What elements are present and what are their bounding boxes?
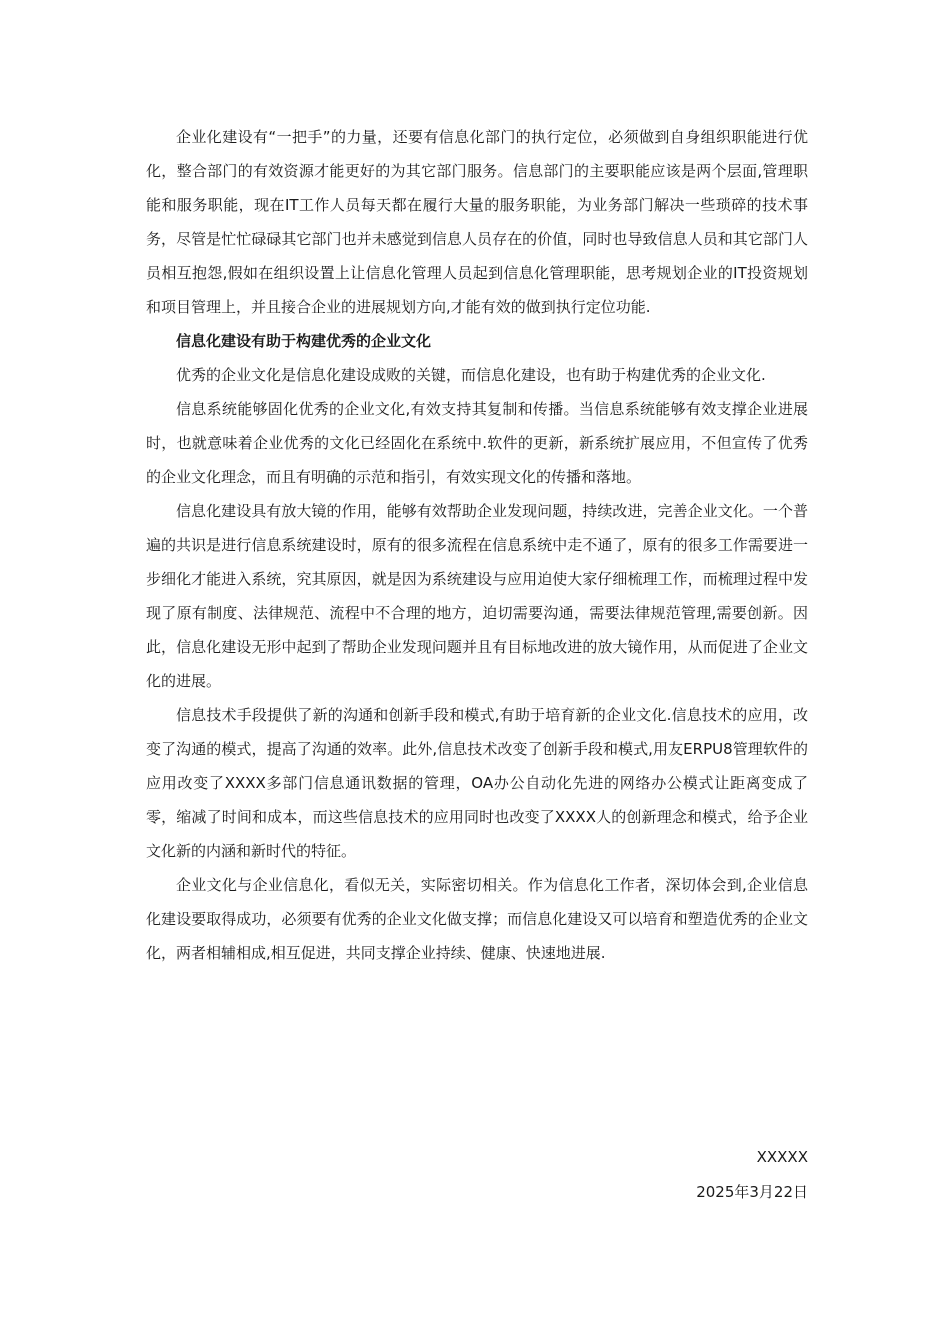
paragraph-conclusion: 企业文化与企业信息化，看似无关，实际密切相关。作为信息化工作者，深切体会到,企业信息化建设要取得成功，必须要有优秀的企业文化做支撑；而信息化建设又可以培育和塑造优秀的企业文化，两者相辅相成,相互促进，共同支撑企业持续、健康、快速地进展. xyxy=(146,876,808,962)
signature-name: XXXXX xyxy=(756,1148,808,1166)
paragraph-culture-key: 优秀的企业文化是信息化建设成败的关键，而信息化建设，也有助于构建优秀的企业文化. xyxy=(176,366,766,384)
paragraph-magnifier-effect: 信息化建设具有放大镜的作用，能够有效帮助企业发现问题，持续改进，完善企业文化。一个普遍的共识是进行信息系统建设时，原有的很多流程在信息系统中走不通了，原有的很多工作需要进一步细化才能进入系统，究其原因，就是因为系统建设与应用迫使大家仔细梳理工作，而梳理过程中发现了原有制度、法律规范、流程中不合理的地方，迫切需要沟通，需要法律规范管理,需要创新。因此，信息化建设无形中起到了帮助企业发现问题并且有目标地改进的放大镜作用，从而促进了企业文化的进展。 xyxy=(146,502,808,690)
paragraph-it-department-role: 企业化建设有“一把手”的力量，还要有信息化部门的执行定位，必须做到自身组织职能进行优化，整合部门的有效资源才能更好的为其它部门服务。信息部门的主要职能应该是两个层面,管理职能和服务职能，现在IT工作人员每天都在履行大量的服务职能，为业务部门解决一些琐碎的技术事务，尽管是忙忙碌碌其它部门也并未感觉到信息人员存在的价值，同时也导致信息人员和其它部门人员相互抱怨,假如在组织设置上让信息化管理人员起到信息化管理职能，思考规划企业的IT投资规划和项目管理上，并且接合企业的进展规划方向,才能有效的做到执行定位功能. xyxy=(146,128,808,316)
signature-date: 2025年3月22日 xyxy=(696,1183,808,1201)
paragraph-system-solidifies-culture: 信息系统能够固化优秀的企业文化,有效支持其复制和传播。当信息系统能够有效支撑企业进展时，也就意味着企业优秀的文化已经固化在系统中.软件的更新，新系统扩展应用，不但宣传了优秀的企业文化理念，而且有明确的示范和指引，有效实现文化的传播和落地。 xyxy=(146,400,808,486)
paragraph-new-communication-means: 信息技术手段提供了新的沟通和创新手段和模式,有助于培育新的企业文化.信息技术的应用，改变了沟通的模式，提高了沟通的效率。此外,信息技术改变了创新手段和模式,用友ERPU8管理软件的应用改变了XXXX多部门信息通讯数据的管理，OA办公自动化先进的网络办公模式让距离变成了零，缩减了时间和成本，而这些信息技术的应用同时也改变了XXXX人的创新理念和模式，给予企业文化新的内涵和新时代的特征。 xyxy=(146,706,808,860)
document-body xyxy=(146,120,808,970)
section-heading-culture: 信息化建设有助于构建优秀的企业文化 xyxy=(176,332,432,350)
